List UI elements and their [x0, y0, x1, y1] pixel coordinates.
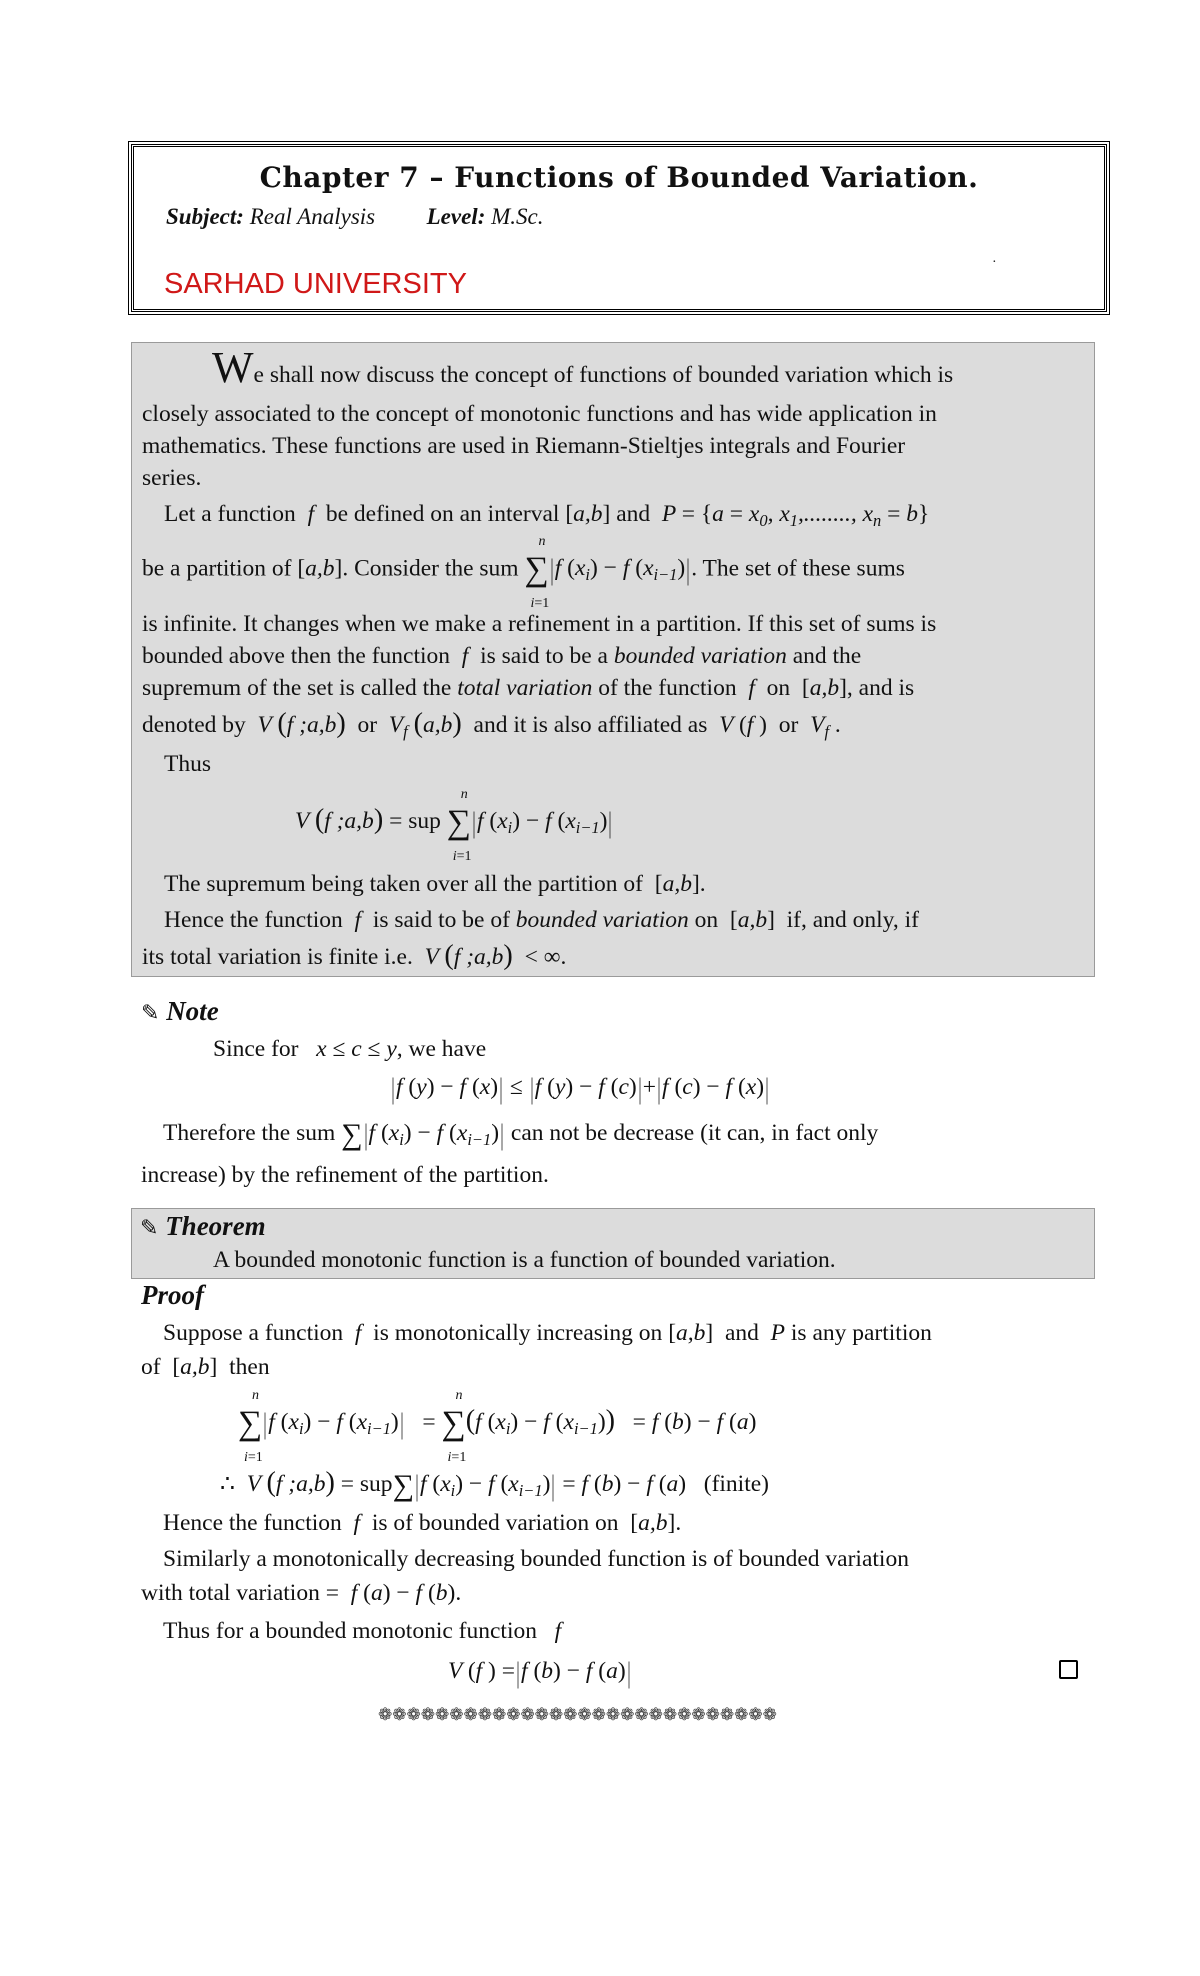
pencil-icon: ✎ [141, 1001, 160, 1026]
intro-text: on [694, 907, 719, 933]
theorem-statement: A bounded monotonic function is a function of bounded variation. [213, 1247, 836, 1273]
intro-text: is said to be of [372, 907, 510, 933]
math-partition: $P = \{a = x_0$, $x_1$,........, $x_n = b$} [656, 501, 930, 530]
triangle-inequality: |f (y) − f (x)| ≤ |f (y) − f (c)|+|f (c) − f (x)| [391, 1071, 769, 1105]
intro-text: and [616, 501, 651, 527]
intro-text: if, and only, if [786, 907, 919, 933]
intro-text: or [778, 712, 799, 738]
drop-cap: W [212, 343, 254, 392]
subject-value: Real Analysis [249, 204, 376, 229]
proof-text: Suppose a function [163, 1320, 344, 1346]
intro-line-4: series. [142, 465, 202, 491]
proof-text: of [141, 1354, 161, 1380]
intro-line-3: mathematics. These functions are used in Riemann-Stieltjes integrals and Fourier [142, 433, 906, 459]
intro-text: Let a function [164, 501, 296, 527]
intro-text: denoted by [142, 712, 246, 738]
theorem-heading [140, 1211, 266, 1242]
intro-text: and the [792, 643, 862, 669]
pencil-icon: ✎ [140, 1216, 159, 1241]
intro-text: and it is also affiliated as [473, 712, 708, 738]
total-variation-formula: V (f ;a,b) = sup n ∑ i=1 |f $(x_i) - f$ $(x_{i-1})|$ [295, 786, 612, 864]
proof-similarly-line: Similarly a monotonically decreasing bounded function is of bounded variation [163, 1546, 909, 1572]
note-since-line: Since for x ≤ c ≤ y, we have [213, 1036, 487, 1062]
proof-text: is monotonically increasing on [373, 1320, 663, 1346]
qed-square-icon [1059, 1660, 1078, 1679]
intro-text: , and is [846, 675, 915, 701]
proof-thus-line: Thus for a bounded monotonic function f [163, 1618, 562, 1644]
note-heading [141, 996, 219, 1027]
note-text: , we have [396, 1036, 487, 1062]
intro-text: on [766, 675, 791, 701]
theorem-box [131, 1208, 1095, 1279]
intro-text: . The set of these sums [691, 555, 905, 582]
proof-text: then [229, 1354, 270, 1380]
intro-text-italic: bounded variation [515, 907, 689, 933]
note-text: can not be decrease (it can, in fact only [510, 1120, 879, 1146]
level-value: M.Sc. [491, 204, 544, 229]
note-heading-text: Note [166, 996, 219, 1026]
intro-line-10: denoted by V (f ;a,b) or $V_f$ (a,b) and it is also affiliated as V (f ) or $V_f$ . [142, 708, 841, 741]
proof-heading: Proof [141, 1280, 204, 1310]
math-interval: [a,b] [297, 555, 343, 582]
level-label: Level: [426, 204, 486, 229]
proof-text: is any partition [790, 1320, 932, 1346]
proof-hence-line: Hence the function f is of bounded variation on [a,b]. [163, 1510, 682, 1536]
intro-line-2: closely associated to the concept of monotonic functions and has wide application in [142, 401, 937, 427]
proof-text: Hence the function [163, 1510, 342, 1536]
intro-text: . Consider the sum [342, 555, 519, 582]
intro-thus: Thus [164, 751, 211, 777]
theorem-heading-text: Theorem [165, 1211, 266, 1241]
note-increase-line: increase) by the refinement of the partition. [141, 1162, 549, 1188]
chapter-title: Chapter 7 – Functions of Bounded Variation. [259, 161, 979, 194]
intro-text: e shall now discuss the concept of functions of bounded variation which is [253, 362, 954, 388]
stray-dot: · [992, 255, 997, 270]
note-therefore-line: Therefore the sum ∑|f $(x_i) - f$ $(x_{i-1})|$ can not be decrease (it can, in fact only [163, 1117, 879, 1151]
intro-text: of the function [598, 675, 737, 701]
header-box [131, 144, 1107, 312]
intro-text-italic: total variation [457, 675, 593, 701]
math-sum: n ∑ i=1 [524, 534, 550, 611]
proof-text: is of bounded variation on [371, 1510, 619, 1536]
intro-text: bounded above then the function [142, 643, 451, 669]
intro-text: or [357, 712, 378, 738]
proof-text: and [724, 1320, 759, 1346]
math-f: f [301, 501, 320, 527]
university-name: SARHAD UNIVERSITY [164, 268, 467, 300]
intro-text: The supremum being taken over all the partition of [164, 871, 643, 897]
proof-text: (finite) [703, 1471, 769, 1497]
proof-with-total-line: with total variation = f (a) − f (b). [141, 1580, 462, 1606]
note-text: Therefore the sum [163, 1120, 336, 1146]
intro-line-1 [142, 343, 954, 392]
intro-text: its total variation is finite i.e. [142, 944, 413, 970]
proof-final-formula: V (f ) =|f (b) − f (a)| [448, 1655, 631, 1689]
proof-text: Thus for a bounded monotonic function [163, 1618, 537, 1644]
intro-text: be defined on an interval [325, 501, 560, 527]
proof-total-variation: ∴ V (f ;a,b) = sup∑|f $(x_i) - f$ $(x_{i-1})| = f$ (b) − f (a) (finite) [220, 1467, 769, 1502]
intro-supremum-line: The supremum being taken over all the partition of [a,b]. [164, 871, 706, 897]
intro-box [131, 342, 1095, 977]
note-text: Since for [213, 1036, 299, 1062]
intro-text: be a partition of [142, 555, 292, 582]
subject-line [166, 204, 543, 230]
intro-line-9: supremum of the set is called the total variation of the function f on [a,b], and is [142, 675, 915, 701]
intro-line-6: be a partition of [a,b]. Consider the sum n ∑ i=1 |f $(x_i) - f$ $(x_{i-1})|$. The set of these sums [142, 534, 905, 611]
intro-finite-line: its total variation is finite i.e. V (f ;a,b) < ∞. [142, 940, 567, 971]
flower-divider: ❁❁❁❁❁❁❁❁❁❁❁❁❁❁❁❁❁❁❁❁❁❁❁❁❁❁❁❁ [378, 1705, 777, 1725]
intro-line-5 [164, 499, 929, 536]
proof-text: with total variation = [141, 1580, 339, 1606]
subject-label: Subject: [166, 204, 244, 229]
intro-hence-line: Hence the function f is said to be of bounded variation on [a,b] if, and only, if [164, 907, 919, 933]
intro-line-7: is infinite. It changes when we make a refinement in a partition. If this set of sums is [142, 611, 937, 637]
intro-line-8: bounded above then the function f is said to be a bounded variation and the [142, 643, 862, 669]
proof-sum-equation: n ∑ i=1 |f $(x_i) - f$ $(x_{i-1})|$ = n ∑ i=1 (f $(x_i) - f$ $(x_{i-1})) = f$ (b) − f (a) [238, 1387, 757, 1465]
proof-line-1: Suppose a function f is monotonically increasing on [a,b] and P is any partition [163, 1320, 932, 1346]
math-interval: [a,b] [565, 501, 611, 527]
proof-line-2: of [a,b] then [141, 1354, 270, 1380]
intro-text-italic: bounded variation [613, 643, 787, 669]
intro-text: Hence the function [164, 907, 343, 933]
intro-text: supremum of the set is called the [142, 675, 452, 701]
intro-text: is said to be a [480, 643, 608, 669]
